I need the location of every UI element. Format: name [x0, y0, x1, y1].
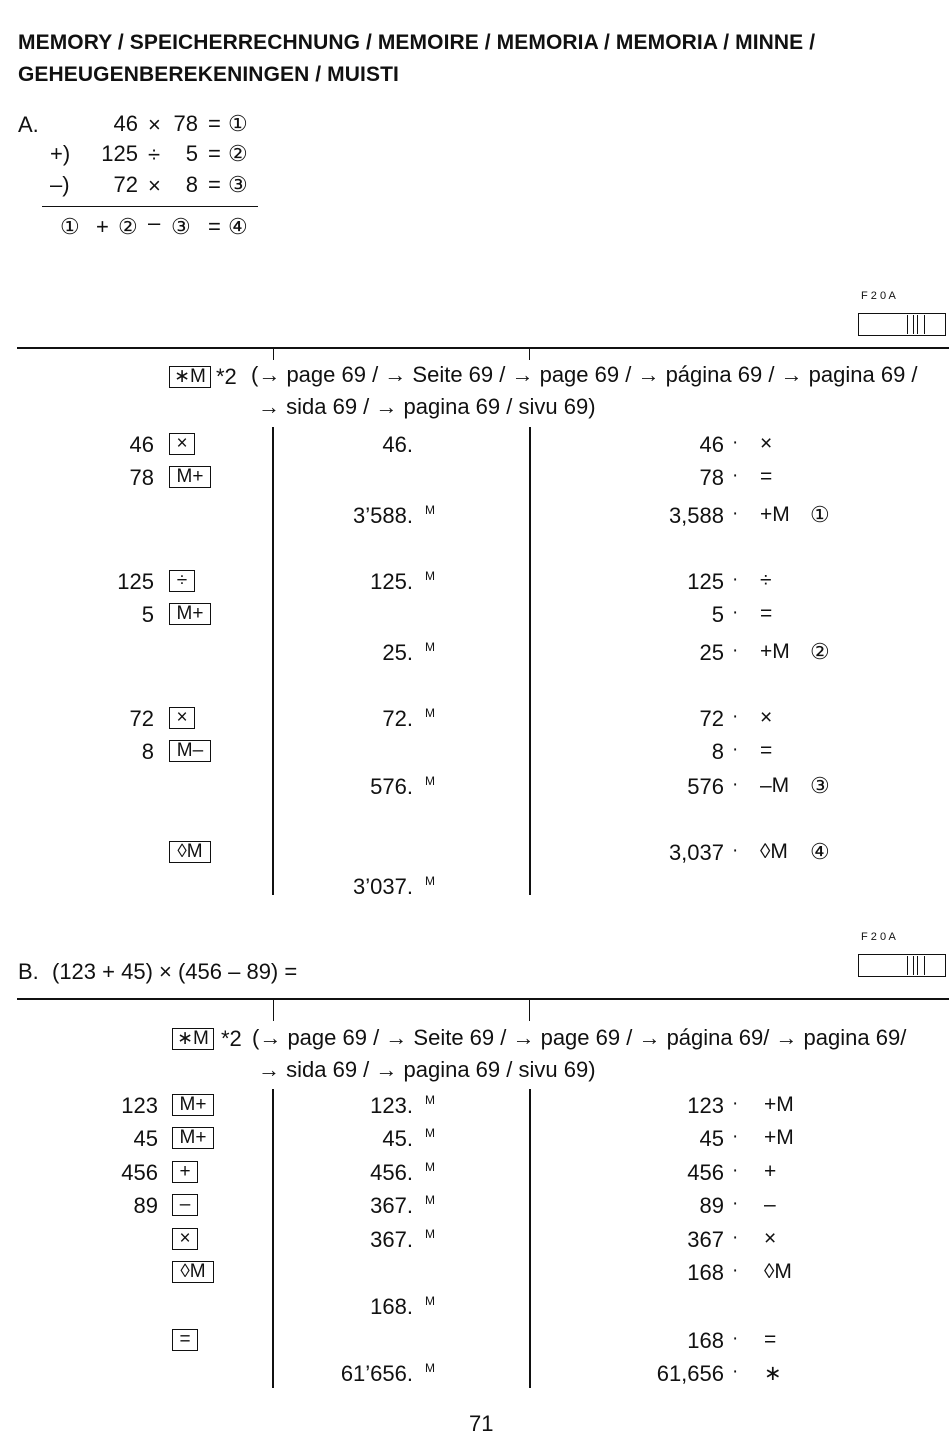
tape-dot: · — [732, 1328, 739, 1349]
display-cell — [300, 706, 435, 732]
key-input-value: 123 — [121, 1093, 158, 1118]
display-value: 25. — [382, 640, 413, 665]
tape-dot: · — [732, 1093, 739, 1114]
key-pressed: M– — [169, 740, 211, 762]
memory-indicator: M — [425, 1294, 435, 1308]
tape-symbol: ◊M — [760, 840, 788, 863]
tape-dot: · — [732, 1160, 739, 1181]
tape-value: 45 — [699, 1126, 724, 1151]
sum-rule — [42, 206, 258, 207]
display-value: 3’588. — [353, 503, 413, 528]
tape-dot: · — [732, 1193, 739, 1214]
tape-dot: · — [732, 1260, 739, 1281]
tape-cell — [600, 503, 739, 529]
tape-cell — [600, 1361, 739, 1387]
sum-p: + — [96, 214, 109, 239]
tape-symbol: × — [760, 706, 773, 729]
problem-result-ref: ① — [228, 111, 248, 136]
table-b-top-rule — [17, 998, 949, 1000]
display-value: 367. — [370, 1193, 413, 1218]
tape-symbol: –M — [760, 774, 790, 797]
display-value: 125. — [370, 569, 413, 594]
problem-operand-b: 8 — [185, 172, 198, 197]
memory-indicator: M — [425, 1227, 435, 1241]
table-a-divider-2 — [529, 427, 531, 895]
tape-dot: · — [732, 1227, 739, 1248]
tape-symbol: – — [764, 1193, 776, 1216]
tape-cell — [600, 602, 739, 628]
tape-value: 72 — [699, 706, 724, 731]
tape-result-ref: ② — [810, 639, 830, 664]
display-cell — [300, 1093, 435, 1119]
key-pressed: M+ — [169, 603, 211, 625]
problem-result-ref: ② — [228, 141, 248, 166]
tape-symbol: +M — [760, 503, 790, 526]
memory-indicator: M — [425, 1093, 435, 1107]
tape-symbol: × — [764, 1227, 777, 1250]
tape-symbol: ÷ — [760, 569, 772, 592]
key-pressed: + — [172, 1161, 198, 1183]
tape-dot: · — [732, 1361, 739, 1382]
problem-operand-b: 5 — [185, 141, 198, 166]
reference-line-1: (→ page 69 / → Seite 69 / → page 69 / → página 69 / → pagina 69 / — [251, 362, 918, 387]
display-cell — [300, 569, 435, 595]
key-pressed: ÷ — [169, 570, 195, 592]
tape-symbol: = — [760, 602, 773, 625]
key-pressed: ◊M — [169, 841, 211, 863]
tape-result-ref: ① — [810, 502, 830, 527]
memory-indicator: M — [425, 569, 435, 583]
tape-value: 25 — [699, 640, 724, 665]
display-value: 456. — [370, 1160, 413, 1185]
decimal-switch-b — [858, 954, 946, 977]
display-cell — [300, 1361, 435, 1387]
switch-labels-a: F 2 0 A — [861, 290, 896, 302]
key-pressed: × — [169, 707, 195, 729]
display-cell — [300, 1193, 435, 1219]
key-input-value: 456 — [121, 1160, 158, 1185]
section-b-problem: (123 + 45) × (456 – 89) = — [52, 959, 298, 984]
note-marker-b: *2 — [221, 1026, 242, 1051]
problem-symbol: ÷ — [148, 142, 161, 167]
problem-symbol: × — [148, 112, 161, 137]
tape-dot: · — [732, 465, 739, 486]
tape-value: 123 — [687, 1093, 724, 1118]
problem-symbol: × — [148, 173, 161, 198]
tape-dot: · — [732, 739, 739, 760]
tape-cell — [600, 1160, 739, 1186]
sum-c2: ② — [118, 214, 138, 239]
problem-operator: –) — [50, 172, 70, 197]
problem-operand-a: 72 — [113, 172, 138, 197]
display-value: 61’656. — [340, 1361, 413, 1386]
page-number: 71 — [469, 1411, 494, 1436]
key-pressed: M+ — [172, 1127, 214, 1149]
memory-indicator: M — [425, 774, 435, 788]
key-pressed: ◊M — [172, 1261, 214, 1283]
key-pressed: – — [172, 1194, 198, 1216]
key-input-value: 8 — [141, 739, 154, 764]
tape-cell — [600, 840, 739, 866]
tape-cell — [600, 640, 739, 666]
display-value: 3’037. — [353, 874, 413, 899]
display-cell — [300, 503, 435, 529]
tape-dot: · — [732, 432, 739, 453]
display-cell — [300, 774, 435, 800]
display-value: 367. — [370, 1227, 413, 1252]
table-b-divider-1 — [272, 1089, 274, 1388]
tape-value: 5 — [711, 602, 724, 627]
tape-cell — [600, 706, 739, 732]
table-a-divider-1 — [272, 427, 274, 895]
problem-equals: = — [208, 111, 221, 136]
display-cell — [300, 1160, 435, 1186]
tape-value: 168 — [687, 1328, 724, 1353]
tape-value: 61,656 — [656, 1361, 724, 1386]
memory-indicator: M — [425, 503, 435, 517]
heading-line-1: MEMORY / SPEICHERRECHNUNG / MEMOIRE / MEMORIA / MEMORIA / MINNE / — [18, 31, 816, 54]
tape-symbol: × — [760, 432, 773, 455]
decimal-switch-a — [858, 313, 946, 336]
tape-dot: · — [732, 1126, 739, 1147]
tape-cell — [600, 432, 739, 458]
tape-cell — [600, 1193, 739, 1219]
reference-line-2: → sida 69 / → pagina 69 / sivu 69) — [258, 394, 596, 419]
switch-labels-b: F 2 0 A — [861, 931, 896, 943]
tape-dot: · — [732, 569, 739, 590]
key-pressed: = — [172, 1329, 198, 1351]
tape-symbol: + — [764, 1160, 777, 1183]
tape-cell — [600, 569, 739, 595]
tape-result-ref: ③ — [810, 773, 830, 798]
tape-cell — [600, 1126, 739, 1152]
tape-value: 3,037 — [668, 840, 724, 865]
tape-value: 125 — [687, 569, 724, 594]
tape-symbol: = — [760, 739, 773, 762]
key-input-value: 72 — [129, 706, 154, 731]
table-b-divider-2 — [529, 1089, 531, 1388]
tape-dot: · — [732, 602, 739, 623]
display-cell — [300, 1126, 435, 1152]
tape-symbol: ◊M — [764, 1260, 792, 1283]
tape-cell — [600, 1260, 739, 1286]
tape-value: 576 — [687, 774, 724, 799]
key-input-value: 89 — [133, 1193, 158, 1218]
display-cell — [300, 640, 435, 666]
table-a-top-rule — [17, 347, 949, 349]
display-value: 576. — [370, 774, 413, 799]
problem-equals: = — [208, 141, 221, 166]
key-input-value: 5 — [141, 602, 154, 627]
problem-operator: +) — [50, 141, 71, 166]
display-value: 46. — [382, 432, 413, 457]
problem-operand-a: 125 — [101, 141, 138, 166]
tape-cell — [600, 774, 739, 800]
key-input-value: 78 — [129, 465, 154, 490]
problem-equals: = — [208, 172, 221, 197]
tape-symbol: = — [764, 1328, 777, 1351]
tape-dot: · — [732, 503, 739, 524]
tape-dot: · — [732, 774, 739, 795]
problem-operand-b: 78 — [173, 111, 198, 136]
memory-recall-key: ∗M — [169, 366, 211, 388]
tape-symbol: +M — [760, 640, 790, 663]
problem-operand-a: 46 — [113, 111, 138, 136]
sum-res: ④ — [228, 214, 248, 239]
display-cell — [300, 432, 413, 458]
key-input-value: 46 — [129, 432, 154, 457]
sum-m: – — [148, 210, 161, 235]
tape-value: 367 — [687, 1227, 724, 1252]
reference-line-2-b: → sida 69 / → pagina 69 / sivu 69) — [258, 1057, 596, 1082]
tape-cell — [600, 1328, 739, 1354]
section-a-label: A. — [18, 112, 39, 137]
display-cell — [300, 874, 435, 900]
sum-c3: ③ — [171, 214, 191, 239]
key-pressed: M+ — [169, 466, 211, 488]
display-cell — [300, 1227, 435, 1253]
tape-value: 89 — [699, 1193, 724, 1218]
display-cell — [300, 1294, 435, 1320]
key-pressed: × — [172, 1228, 198, 1250]
sum-eq: = — [208, 214, 221, 239]
memory-indicator: M — [425, 874, 435, 888]
memory-indicator: M — [425, 1160, 435, 1174]
tape-value: 78 — [699, 465, 724, 490]
memory-indicator: M — [425, 1193, 435, 1207]
tape-cell — [600, 1093, 739, 1119]
memory-indicator: M — [425, 1361, 435, 1375]
tape-dot: · — [732, 640, 739, 661]
key-input-value: 45 — [133, 1126, 158, 1151]
memory-indicator: M — [425, 1126, 435, 1140]
heading-line-2: GEHEUGENBEREKENINGEN / MUISTI — [18, 63, 399, 86]
tape-symbol: +M — [764, 1126, 794, 1149]
tape-cell — [600, 739, 739, 765]
tape-value: 3,588 — [668, 503, 724, 528]
tape-value: 456 — [687, 1160, 724, 1185]
tape-symbol: ∗ — [764, 1362, 782, 1385]
memory-indicator: M — [425, 640, 435, 654]
tape-symbol: = — [760, 465, 773, 488]
key-input-value: 125 — [117, 569, 154, 594]
tape-cell — [600, 1227, 739, 1253]
tape-value: 46 — [699, 432, 724, 457]
tape-dot: · — [732, 706, 739, 727]
display-value: 123. — [370, 1093, 413, 1118]
key-pressed: M+ — [172, 1094, 214, 1116]
display-value: 45. — [382, 1126, 413, 1151]
note-marker: *2 — [216, 364, 237, 389]
tape-dot: · — [732, 840, 739, 861]
memory-indicator: M — [425, 706, 435, 720]
sum-c1: ① — [60, 214, 80, 239]
tape-symbol: +M — [764, 1093, 794, 1116]
reference-line-1-b: (→ page 69 / → Seite 69 / → page 69 / → página 69/ → pagina 69/ — [252, 1025, 907, 1050]
tape-value: 8 — [711, 739, 724, 764]
display-value: 72. — [382, 706, 413, 731]
tape-result-ref: ④ — [810, 839, 830, 864]
tape-cell — [600, 465, 739, 491]
display-value: 168. — [370, 1294, 413, 1319]
memory-recall-key-b: ∗M — [172, 1028, 214, 1050]
section-b-label: B. — [18, 959, 39, 984]
tape-value: 168 — [687, 1260, 724, 1285]
key-pressed: × — [169, 433, 195, 455]
problem-result-ref: ③ — [228, 172, 248, 197]
